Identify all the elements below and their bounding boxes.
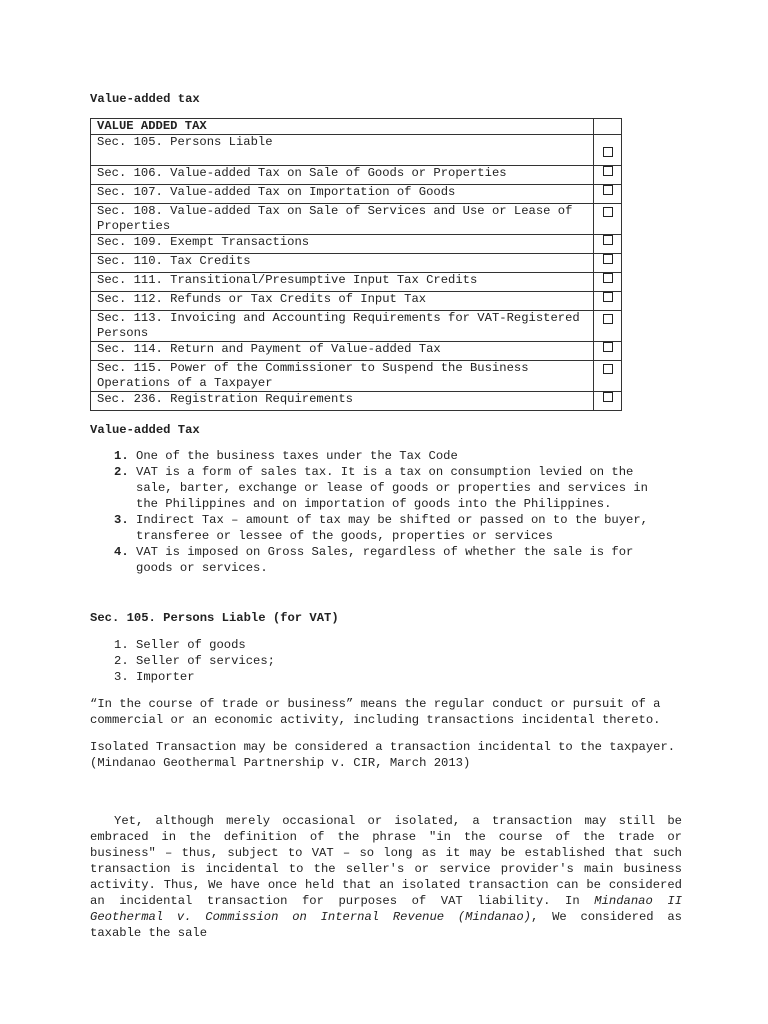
table-cell-label: Sec. 108. Value-added Tax on Sale of Services and Use or Lease of Properties (91, 204, 594, 235)
checkbox-icon[interactable] (603, 342, 613, 352)
table-row (91, 342, 622, 361)
table-cell-label: Sec. 109. Exempt Transactions (91, 235, 594, 254)
list-item (114, 653, 674, 669)
table-row (91, 292, 622, 311)
checkbox-icon[interactable] (603, 392, 613, 402)
list-item-text: Seller of goods (136, 638, 246, 652)
table-cell-label: Sec. 236. Registration Requirements (91, 392, 594, 411)
list-item (114, 512, 674, 544)
list-item (114, 669, 674, 685)
list-number: 4. (114, 545, 129, 559)
case-citation: Mindanao II Geothermal v. Commission on Internal Revenue (Mindanao) (90, 894, 683, 924)
checkbox-cell (594, 254, 622, 273)
list-item (114, 637, 674, 653)
list-number: 2. (114, 465, 129, 479)
list-number: 3. (114, 513, 129, 527)
checkbox-icon[interactable] (603, 254, 613, 264)
checkbox-cell (594, 311, 622, 342)
list-item-text: Indirect Tax – amount of tax may be shifted or passed on to the buyer, transferee or lessee of the goods, properties or services (136, 513, 648, 543)
vat-sections-table (90, 118, 622, 411)
checkbox-icon[interactable] (603, 166, 613, 176)
checkbox-icon[interactable] (603, 207, 613, 217)
table-cell-label: Sec. 107. Value-added Tax on Importation of Goods (91, 185, 594, 204)
table-header-row (91, 119, 622, 135)
checkbox-cell (594, 292, 622, 311)
checkbox-icon[interactable] (603, 235, 613, 245)
table-header-cell: VALUE ADDED TAX (91, 119, 594, 135)
table-row (91, 135, 622, 166)
vat-definition-list (114, 448, 674, 576)
table-row (91, 361, 622, 392)
checkbox-icon[interactable] (603, 273, 613, 283)
table-cell-label: Sec. 112. Refunds or Tax Credits of Input Tax (91, 292, 594, 311)
quote-text-end: , We considered as taxable the sale (90, 910, 682, 940)
list-item (114, 448, 674, 464)
checkbox-cell (594, 273, 622, 292)
table-cell-label: Sec. 114. Return and Payment of Value-added Tax (91, 342, 594, 361)
persons-liable-list (114, 637, 674, 685)
table-row (91, 392, 622, 411)
checkbox-cell (594, 166, 622, 185)
list-number: 3. (114, 670, 129, 684)
checkbox-icon[interactable] (603, 147, 613, 157)
checkbox-icon[interactable] (603, 314, 613, 324)
checkbox-cell (594, 204, 622, 235)
section-heading-vat-2: Value-added Tax (90, 423, 200, 437)
table-row (91, 273, 622, 292)
table-cell-label: Sec. 105. Persons Liable (91, 135, 594, 166)
table-row (91, 185, 622, 204)
section-heading-vat: Value-added tax (90, 92, 200, 106)
list-item-text: VAT is a form of sales tax. It is a tax on consumption levied on the sale, barter, exchange or lease of goods or properties and services in the Philippines and on importation of goods into the Philippines. (136, 465, 648, 511)
table-cell-label: Sec. 110. Tax Credits (91, 254, 594, 273)
quoted-ruling-paragraph (90, 813, 682, 941)
list-number: 2. (114, 654, 129, 668)
paragraph-trade-or-business: “In the course of trade or business” means the regular conduct or pursuit of a commercial or an economic activity, including transactions incidental thereto. (90, 697, 661, 727)
list-item (114, 464, 674, 512)
checkbox-cell (594, 342, 622, 361)
quote-text: Yet, although merely occasional or isolated, a transaction may still be embraced in the definition of the phrase "in the course of the trade or business" – thus, subject to VAT – so long as it may be established that such transaction is incidental to the seller's or service provider's main business activity. Thus, We have once held that an isolated transaction can be considered an incidental transaction for purposes of VAT liability. In (90, 814, 682, 908)
list-number: 1. (114, 449, 129, 463)
checkbox-cell (594, 361, 622, 392)
paragraph-isolated-transaction: Isolated Transaction may be considered a transaction incidental to the taxpayer. (Mindanao Geothermal Partnership v. CIR, March 2013) (90, 740, 676, 770)
table-row (91, 311, 622, 342)
list-number: 1. (114, 638, 129, 652)
table-cell-label: Sec. 111. Transitional/Presumptive Input Tax Credits (91, 273, 594, 292)
checkbox-cell (594, 185, 622, 204)
checkbox-icon[interactable] (603, 185, 613, 195)
list-item-text: Importer (136, 670, 195, 684)
table-row (91, 235, 622, 254)
section-heading-persons-liable: Sec. 105. Persons Liable (for VAT) (90, 611, 339, 625)
table-row (91, 166, 622, 185)
table-header-empty-cell (594, 119, 622, 135)
checkbox-icon[interactable] (603, 292, 613, 302)
table-cell-label: Sec. 115. Power of the Commissioner to Suspend the Business Operations of a Taxpayer (91, 361, 594, 392)
list-item-text: Seller of services; (136, 654, 275, 668)
table-cell-label: Sec. 113. Invoicing and Accounting Requirements for VAT-Registered Persons (91, 311, 594, 342)
checkbox-cell (594, 235, 622, 254)
table-row (91, 254, 622, 273)
checkbox-cell (594, 135, 622, 166)
checkbox-cell (594, 392, 622, 411)
list-item-text: One of the business taxes under the Tax Code (136, 449, 458, 463)
list-item-text: VAT is imposed on Gross Sales, regardless of whether the sale is for goods or services. (136, 545, 634, 575)
checkbox-icon[interactable] (603, 364, 613, 374)
table-cell-label: Sec. 106. Value-added Tax on Sale of Goods or Properties (91, 166, 594, 185)
list-item (114, 544, 674, 576)
table-row (91, 204, 622, 235)
